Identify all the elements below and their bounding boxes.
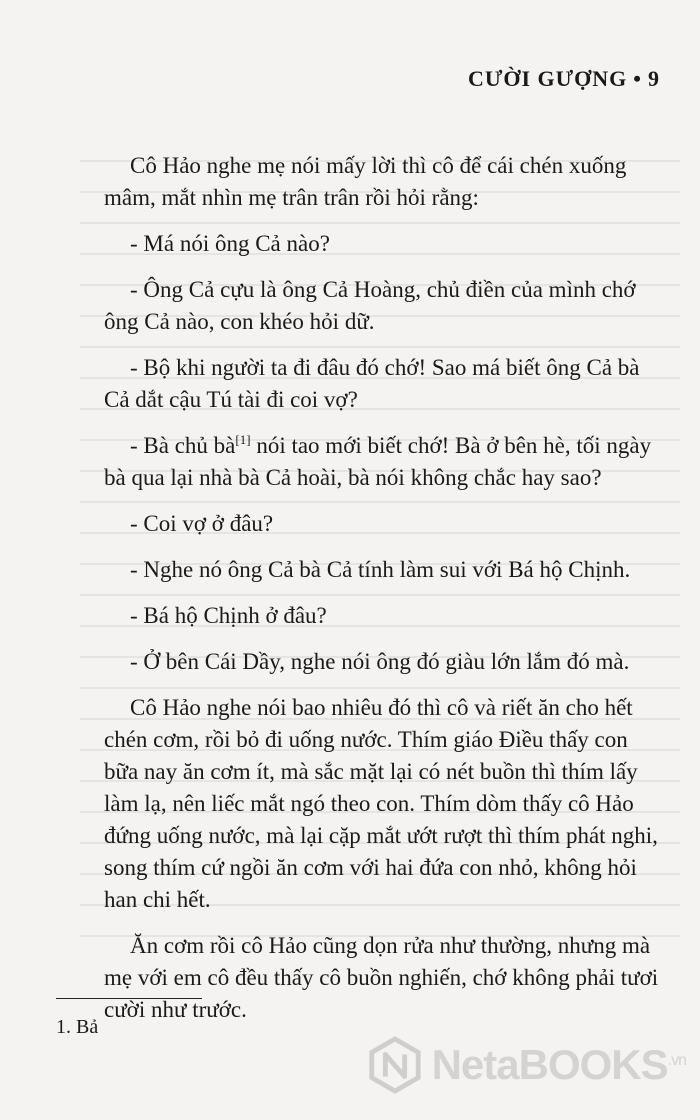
dialogue-line: - Ở bên Cái Dầy, nghe nói ông đó giàu lớn lắm đó mà. <box>130 649 630 674</box>
dialogue-text: - Bà chủ bà <box>130 433 236 458</box>
watermark-brand <box>432 1041 686 1089</box>
footnote: 1. Bả <box>56 1016 99 1038</box>
dialogue-line: - Coi vợ ở đâu? <box>130 511 274 536</box>
footnote-divider <box>56 998 202 999</box>
watermark <box>366 1036 686 1094</box>
dialogue-line: - Bộ khi người ta đi đâu đó chớ! Sao má biết ông Cả bà Cả dắt cậu Tú tài đi coi vợ? <box>104 355 640 412</box>
watermark-suffix: .vn <box>667 1052 686 1069</box>
dialogue-line: - Bá hộ Chịnh ở đâu? <box>130 603 327 628</box>
paragraph: Ăn cơm rồi cô Hảo cũng dọn rửa như thường, nhưng mà mẹ với em cô đều thấy cô buồn nghiến, chớ không phải tươi cười như trước. <box>104 933 659 1022</box>
dialogue-line-with-footnote <box>104 430 664 494</box>
footnote-reference[interactable]: [1] <box>235 432 251 447</box>
dialogue-line: - Nghe nó ông Cả bà Cả tính làm sui với Bá hộ Chịnh. <box>130 557 631 582</box>
watermark-brand-text: NetaBOOKS <box>431 1041 668 1088</box>
dialogue-text: nói tao mới biết chớ! Bà ở bên hè, tối ngày bà qua lại nhà bà Cả hoài, bà nói không chắc hay sao? <box>104 433 652 490</box>
dialogue-line: - Má nói ông Cả nào? <box>130 231 330 256</box>
paragraph: Cô Hảo nghe nói bao nhiêu đó thì cô và riết ăn cho hết chén cơm, rồi bỏ đi uống nước. Thím giáo Điều thấy con bữa nay ăn cơm ít, mà sắc mặt lại có nét buồn thì thím lấy làm lạ, nên liếc mắt ngó theo con. Thím dòm thấy cô Hảo đứng uống nước, mà lại cặp mắt ướt rượt thì thím phát nghi, song thím cứ ngồi ăn cơm với hai đứa con nhỏ, không hỏi han chi hết. <box>104 695 658 912</box>
dialogue-line: - Ông Cả cựu là ông Cả Hoàng, chủ điền của mình chớ ông Cả nào, con khéo hỏi dữ. <box>104 277 636 334</box>
header-separator: • <box>633 66 642 91</box>
netabooks-logo-icon <box>366 1036 424 1094</box>
paragraph: Cô Hảo nghe mẹ nói mấy lời thì cô để cái chén xuống mâm, mắt nhìn mẹ trân trân rồi hỏi rằng: <box>104 153 627 210</box>
page-number: 9 <box>648 66 660 91</box>
body-text <box>104 150 664 1040</box>
chapter-title: CƯỜI GƯỢNG <box>467 66 628 91</box>
running-header <box>468 66 660 92</box>
